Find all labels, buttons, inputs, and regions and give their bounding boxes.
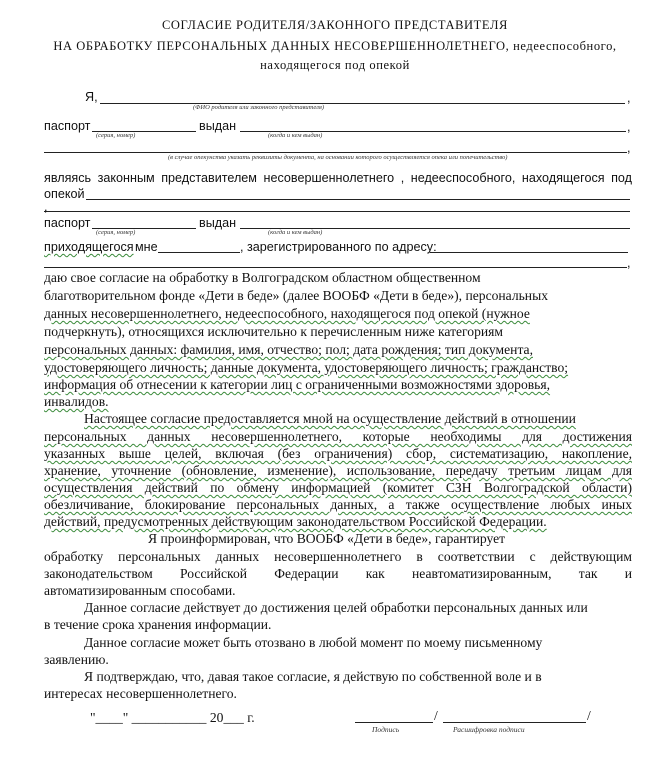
document-caption: (в случае опекунства указать реквизиты документа, на основании которого осуществляется опека или попечительство) bbox=[168, 154, 508, 161]
parent-fio-field[interactable] bbox=[100, 103, 625, 104]
consent-text-line: осуществления действий по обмену информацией (комитет СЗН Волгоградской области) bbox=[44, 480, 632, 495]
consent-text-line: обезличивание, блокирование персональных данных, а также осуществление любых иных bbox=[44, 497, 632, 512]
consent-text-line: Я подтверждаю, что, давая такое согласие, я действую по собственной воле и в bbox=[84, 669, 542, 684]
consent-text-line: инвалидов. bbox=[44, 394, 109, 409]
relation-me-label: мне bbox=[135, 240, 158, 254]
child-fio-field-2[interactable] bbox=[44, 211, 630, 212]
comma-mark: , bbox=[627, 141, 631, 155]
when-caption: (когда и кем выдан) bbox=[268, 132, 323, 139]
comma-mark: , bbox=[627, 256, 631, 270]
comma-mark: , bbox=[44, 200, 48, 214]
when2-caption: (когда и кем выдан) bbox=[268, 229, 323, 236]
consent-text-line: автоматизированным способами. bbox=[44, 583, 236, 598]
consent-text-line: подчеркнуть), относящихся исключительно к перечисленным ниже категориям bbox=[44, 324, 504, 339]
signature-field[interactable] bbox=[355, 722, 433, 723]
consent-text-line: Настоящее согласие предоставляется мной на осуществление действий в отношении bbox=[84, 411, 576, 426]
consent-text-line: Данное согласие действует до достижения целей обработки персональных данных или bbox=[84, 600, 588, 615]
form-title-line1: СОГЛАСИЕ РОДИТЕЛЯ/ЗАКОННОГО ПРЕДСТАВИТЕЛЯ bbox=[161, 18, 508, 32]
comma-mark: , bbox=[627, 91, 631, 105]
issued-label: выдан bbox=[199, 119, 237, 133]
address-field-2[interactable] bbox=[44, 267, 627, 268]
child-fio-field[interactable] bbox=[86, 199, 630, 200]
consent-text-line: хранение, уточнение (обновление, изменение), использование, передачу третьим лицам для bbox=[44, 463, 632, 478]
slash-mark: / bbox=[587, 708, 591, 723]
signature-caption: Подпись bbox=[372, 725, 400, 734]
consent-text-line: данных несовершеннолетнего, недееспособного, находящегося под опекой (нужное bbox=[44, 306, 530, 321]
custody-label: опекой bbox=[44, 187, 85, 201]
consent-text-line: интересах несовершеннолетнего. bbox=[44, 686, 237, 701]
form-title-line3: находящегося под опекой bbox=[260, 58, 410, 72]
address-field[interactable] bbox=[430, 252, 628, 253]
consent-text-line: персональных данных: фамилия, имя, отчество; пол; дата рождения; тип документа, bbox=[44, 342, 533, 357]
passport2-label: паспорт bbox=[44, 216, 91, 230]
passport-label: паспорт bbox=[44, 119, 91, 133]
consent-text-line: благотворительном фонде «Дети в беде» (далее ВООБФ «Дети в беде»), персональных bbox=[44, 288, 549, 303]
ya-label: Я, bbox=[85, 90, 98, 104]
series2-caption: (серия, номер) bbox=[96, 229, 136, 236]
consent-text-line: Данное согласие может быть отозвано в любой момент по моему письменному bbox=[84, 635, 543, 650]
consent-text-line: информация об отнесении к категории лиц с ограниченными возможностями здоровья, bbox=[44, 377, 551, 392]
form-title-line2: НА ОБРАБОТКУ ПЕРСОНАЛЬНЫХ ДАННЫХ НЕСОВЕРШЕННОЛЕТНЕГО, недееспособного, bbox=[53, 39, 617, 53]
registered-label: , зарегистрированного по адресу: bbox=[240, 240, 437, 254]
consent-text-line: указанных выше целей, включая (без ограничения) сбор, систематизацию, накопление, bbox=[44, 446, 632, 461]
relation-label: приходящегося bbox=[44, 240, 134, 254]
fio-caption: (ФИО родителя или законного представителя) bbox=[193, 104, 325, 111]
consent-text-line: обработку персональных данных несовершеннолетнего в соответствии с действующим bbox=[44, 549, 632, 564]
consent-text-line: действий, предусмотренных действующим законодательством Российской Федерации. bbox=[44, 514, 547, 529]
consent-text-line: персональных данных несовершеннолетнего, которые необходимы для достижения bbox=[44, 429, 632, 444]
relation-field[interactable] bbox=[158, 252, 240, 253]
representative-line: являясь законным представителем несовершеннолетнего , недееспособного, находящегося под bbox=[44, 171, 632, 185]
comma-mark: , bbox=[627, 120, 631, 134]
slash-mark: / bbox=[434, 708, 438, 723]
consent-text-line: даю свое согласие на обработку в Волгоградском областном общественном bbox=[44, 270, 481, 285]
signature-decode-field[interactable] bbox=[443, 722, 586, 723]
date-field[interactable]: "____" ___________ 20___ г. bbox=[90, 710, 255, 725]
decode-caption: Расшифровка подписи bbox=[453, 725, 525, 734]
consent-text-line: законодательством Российской Федерации как неавтоматизированным, так и bbox=[44, 566, 632, 581]
consent-text-line: Я проинформирован, что ВООБФ «Дети в беде», гарантирует bbox=[148, 531, 506, 546]
consent-text-line: удостоверяющего личность; данные документа, удостоверяющего личность; гражданство; bbox=[44, 360, 569, 375]
issued2-label: выдан bbox=[199, 216, 237, 230]
consent-text-line: в течение срока хранения информации. bbox=[44, 617, 272, 632]
series-caption: (серия, номер) bbox=[96, 132, 136, 139]
consent-text-line: заявлению. bbox=[44, 652, 109, 667]
custody-document-field[interactable] bbox=[44, 152, 627, 153]
